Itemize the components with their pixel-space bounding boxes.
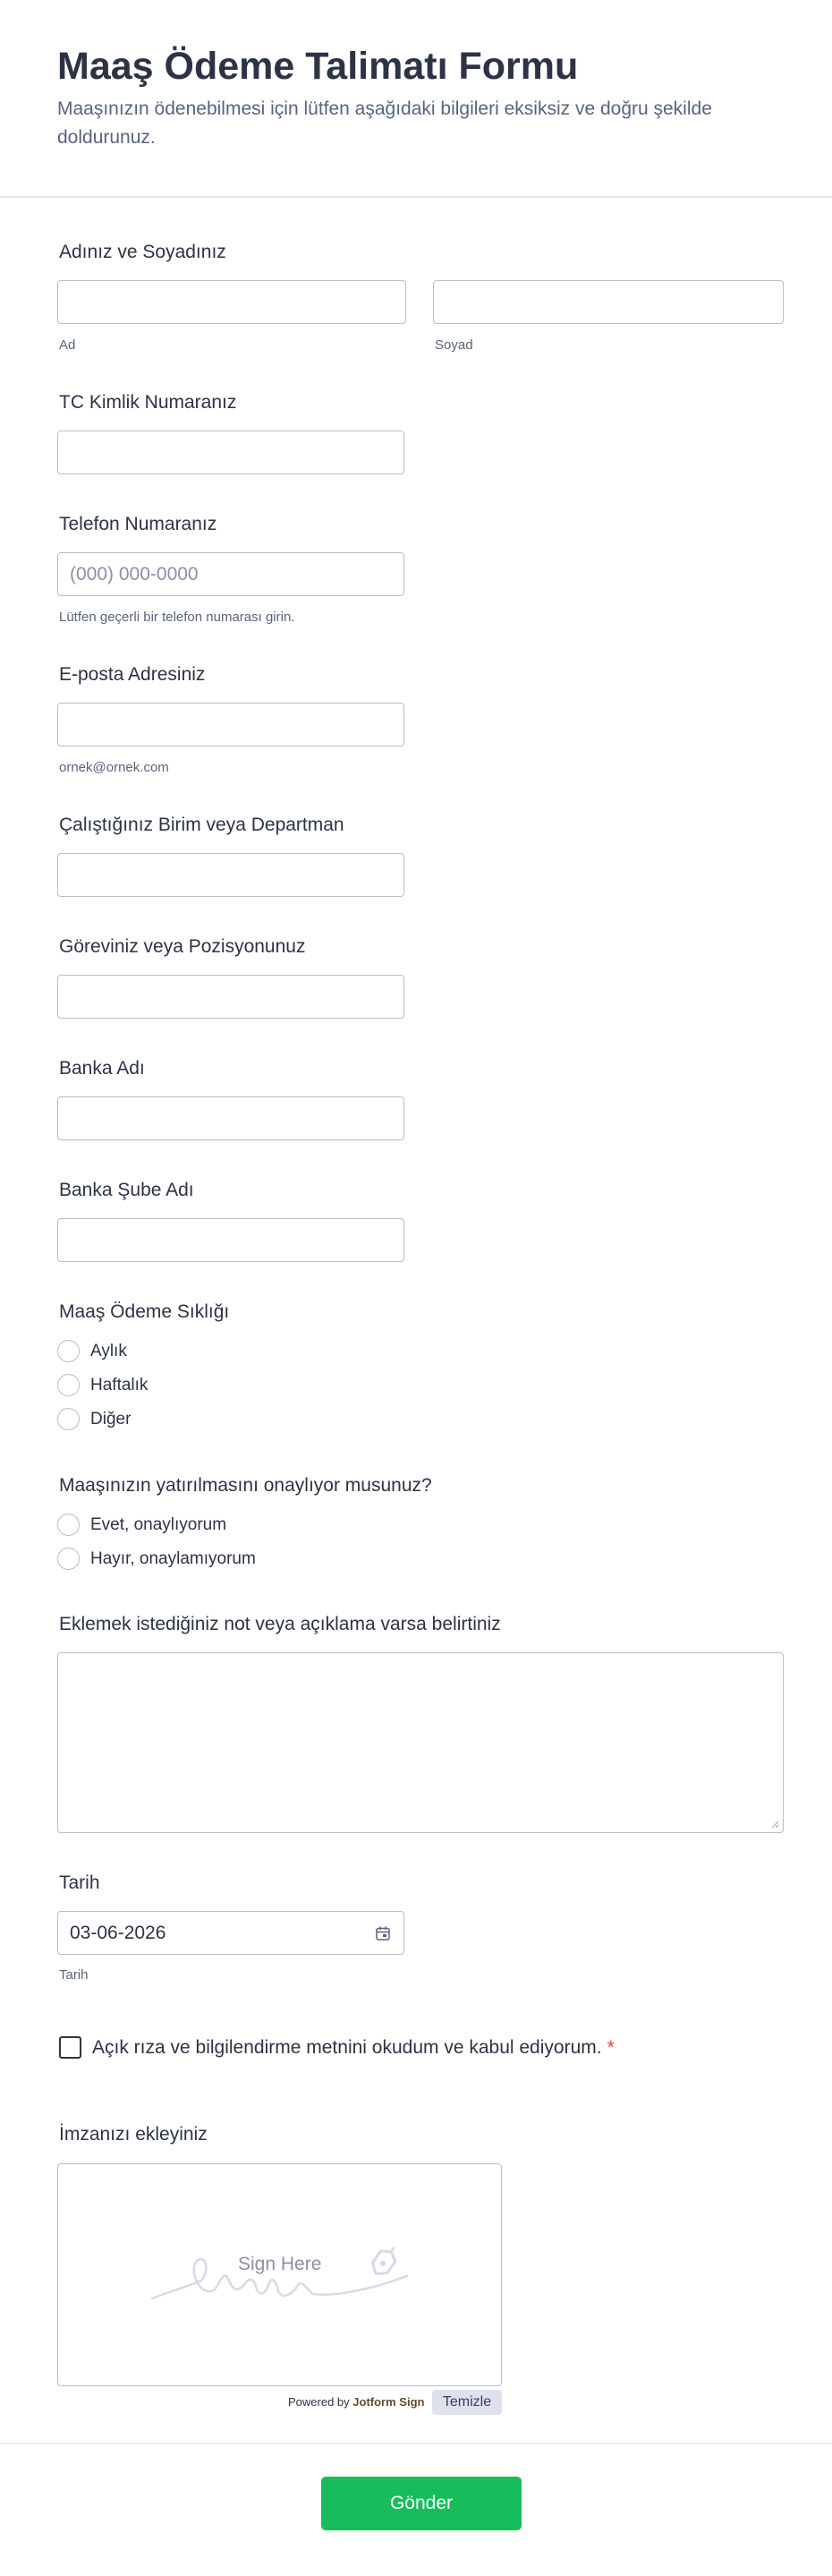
branch-label: Banka Şube Adı [59, 1180, 194, 1200]
form-header [0, 0, 832, 198]
radio-other-label[interactable]: Diğer [90, 1410, 132, 1429]
name-label: Adınız ve Soyadınız [59, 242, 226, 262]
signature-pad[interactable] [57, 2163, 502, 2386]
date-label: Tarih [59, 1872, 100, 1893]
radio-decline[interactable] [57, 1548, 80, 1570]
phone-input[interactable] [57, 552, 404, 596]
department-input[interactable] [57, 853, 404, 897]
branch-input[interactable] [57, 1218, 404, 1262]
frequency-label: Maaş Ödeme Sıklığı [59, 1301, 230, 1322]
consent-label[interactable]: Açık rıza ve bilgilendirme metnini okudum ve kabul ediyorum. [92, 2037, 602, 2058]
first-name-input[interactable] [57, 280, 406, 324]
phone-placeholder: (000) 000-0000 [70, 564, 199, 584]
date-input[interactable] [57, 1911, 404, 1955]
powered-by [288, 2395, 424, 2409]
signature-placeholder-icon [58, 2164, 503, 2387]
position-input[interactable] [57, 975, 404, 1019]
radio-approve[interactable] [57, 1514, 80, 1536]
last-name-input[interactable] [433, 280, 784, 324]
bank-input[interactable] [57, 1096, 404, 1140]
date-sublabel: Tarih [59, 1967, 89, 1983]
form-title: Maaş Ödeme Talimatı Formu [57, 45, 579, 88]
powered-brand: Jotform Sign [352, 2395, 425, 2409]
powered-prefix: Powered by [288, 2395, 350, 2409]
first-name-sublabel: Ad [59, 337, 76, 353]
radio-other[interactable] [57, 1408, 80, 1430]
phone-sublabel: Lütfen geçerli bir telefon numarası girin. [59, 610, 295, 625]
email-input[interactable] [57, 703, 404, 746]
radio-weekly[interactable] [57, 1374, 80, 1396]
submit-button[interactable]: Gönder [321, 2477, 522, 2530]
clear-signature-button[interactable]: Temizle [432, 2390, 502, 2415]
radio-monthly[interactable] [57, 1340, 80, 1362]
last-name-sublabel: Soyad [435, 337, 473, 353]
consent-label-wrap[interactable] [92, 2037, 615, 2059]
radio-approve-label[interactable]: Evet, onaylıyorum [90, 1515, 227, 1534]
radio-weekly-label[interactable]: Haftalık [90, 1376, 149, 1395]
calendar-icon[interactable] [375, 1925, 391, 1941]
date-value: 03-06-2026 [70, 1923, 166, 1943]
footer-divider [0, 2443, 832, 2444]
phone-label: Telefon Numaranız [59, 514, 217, 534]
required-mark: * [607, 2037, 615, 2058]
notes-textarea[interactable] [57, 1652, 784, 1833]
sign-here-hint: Sign Here [238, 2254, 322, 2274]
consent-checkbox[interactable] [59, 2036, 81, 2059]
department-label: Çalıştığınız Birim veya Departman [59, 815, 344, 835]
signature-label: İmzanızı ekleyiniz [59, 2124, 208, 2145]
form-subtitle: Maaşınızın ödenebilmesi için lütfen aşağıdaki bilgileri eksiksiz ve doğru şekilde doldurunuz. [57, 98, 712, 148]
email-sublabel: ornek@ornek.com [59, 760, 169, 775]
approval-label: Maaşınızın yatırılmasını onaylıyor musunuz? [59, 1475, 432, 1496]
radio-monthly-label[interactable]: Aylık [90, 1342, 127, 1361]
position-label: Göreviniz veya Pozisyonunuz [59, 936, 306, 957]
bank-label: Banka Adı [59, 1058, 145, 1079]
notes-label: Eklemek istediğiniz not veya açıklama varsa belirtiniz [59, 1614, 501, 1634]
tc-input[interactable] [57, 431, 404, 474]
tc-label: TC Kimlik Numaranız [59, 392, 237, 413]
email-label: E-posta Adresiniz [59, 664, 206, 685]
radio-decline-label[interactable]: Hayır, onaylamıyorum [90, 1549, 256, 1568]
resize-grip-icon[interactable] [770, 1820, 779, 1829]
